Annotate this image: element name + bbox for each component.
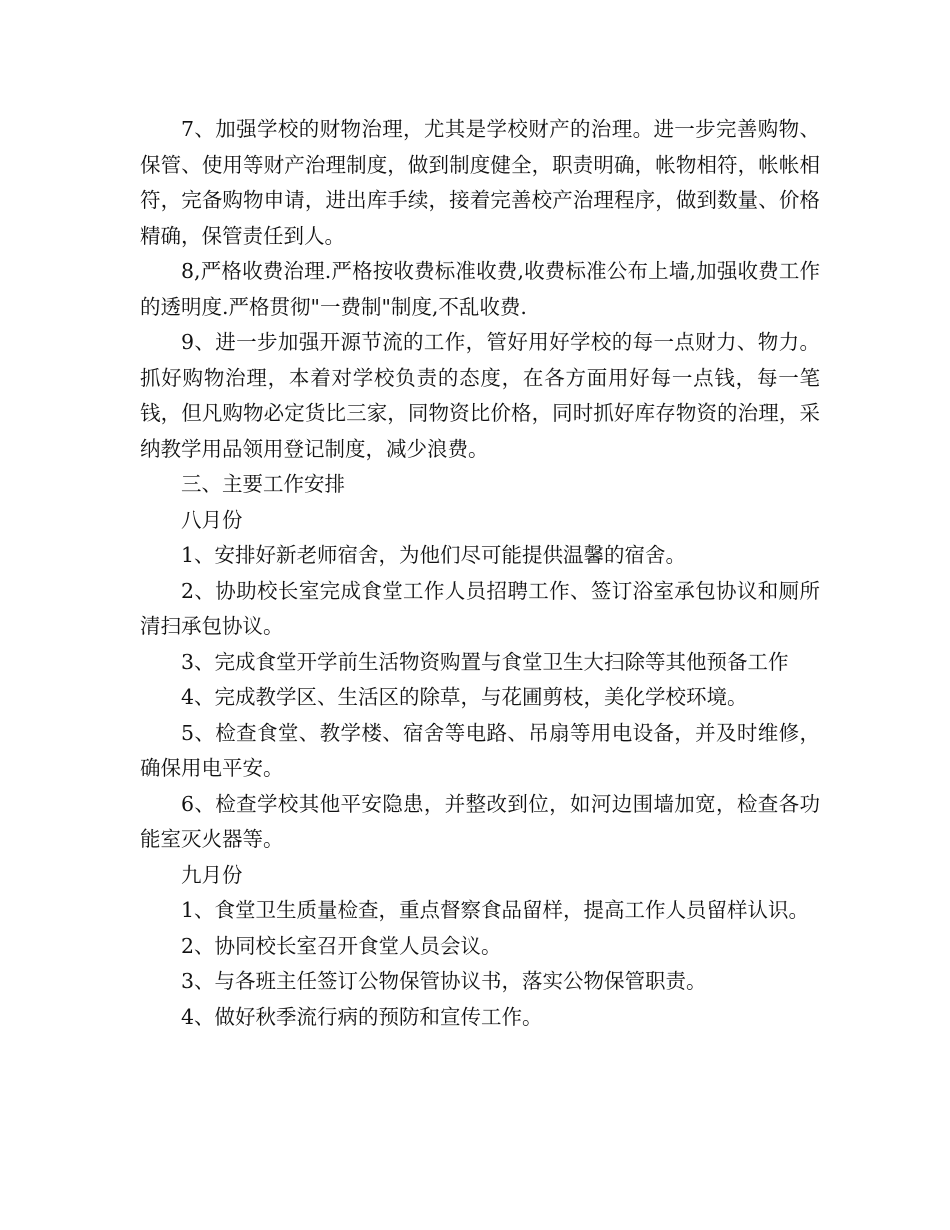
september-item-4: 4、做好秋季流行病的预防和宣传工作。 [181,1004,543,1029]
document-body [140,112,820,1035]
paragraph-item-7: 7、加强学校的财物治理，尤其是学校财产的治理。进一步完善购物、保管、使用等财产治理制度，做到制度健全，职责明确，帐物相符，帐帐相符，完备购物申请，进出库手续，接着完善校产治理程序，做到数量、价格精确，保管责任到人。 [140,117,820,248]
paragraph-item-9: 9、进一步加强开源节流的工作，管好用好学校的每一点财力、物力。抓好购物治理，本着对学校负责的态度，在各方面用好每一点钱，每一笔钱，但凡购物必定货比三家，同物资比价格，同时抓好库存物资的治理，采纳教学用品领用登记制度，减少浪费。 [140,330,820,461]
august-item-3: 3、完成食堂开学前生活物资购置与食堂卫生大扫除等其他预备工作 [181,649,789,674]
section-heading: 三、主要工作安排 [181,472,345,496]
august-item-4: 4、完成教学区、生活区的除草，与花圃剪枝，美化学校环境。 [181,685,748,709]
august-item-1: 1、安排好新老师宿舍，为他们尽可能提供温馨的宿舍。 [181,543,687,567]
august-item-2: 2、协助校长室完成食堂工作人员招聘工作、签订浴室承包协议和厕所清扫承包协议。 [140,578,820,638]
september-item-1: 1、食堂卫生质量检查，重点督察食品留样，提高工作人员留样认识。 [181,898,810,922]
september-item-3: 3、与各班主任签订公物保管协议书，落实公物保管职责。 [181,969,707,993]
august-item-6: 6、检查学校其他平安隐患，并整改到位，如河边围墙加宽，检查各功能室灭火器等。 [140,791,820,851]
august-item-5: 5、检查食堂、教学楼、宿舍等电路、吊扇等用电设备，并及时维修，确保用电平安。 [140,720,820,780]
paragraph-item-8: 8,严格收费治理.严格按收费标准收费,收费标准公布上墙,加强收费工作的透明度.严格贯彻"一费制"制度,不乱收费. [140,259,820,319]
month-heading-august: 八月份 [181,507,243,532]
september-item-2: 2、协同校长室召开食堂人员会议。 [181,933,502,958]
month-heading-september: 九月份 [181,862,243,887]
